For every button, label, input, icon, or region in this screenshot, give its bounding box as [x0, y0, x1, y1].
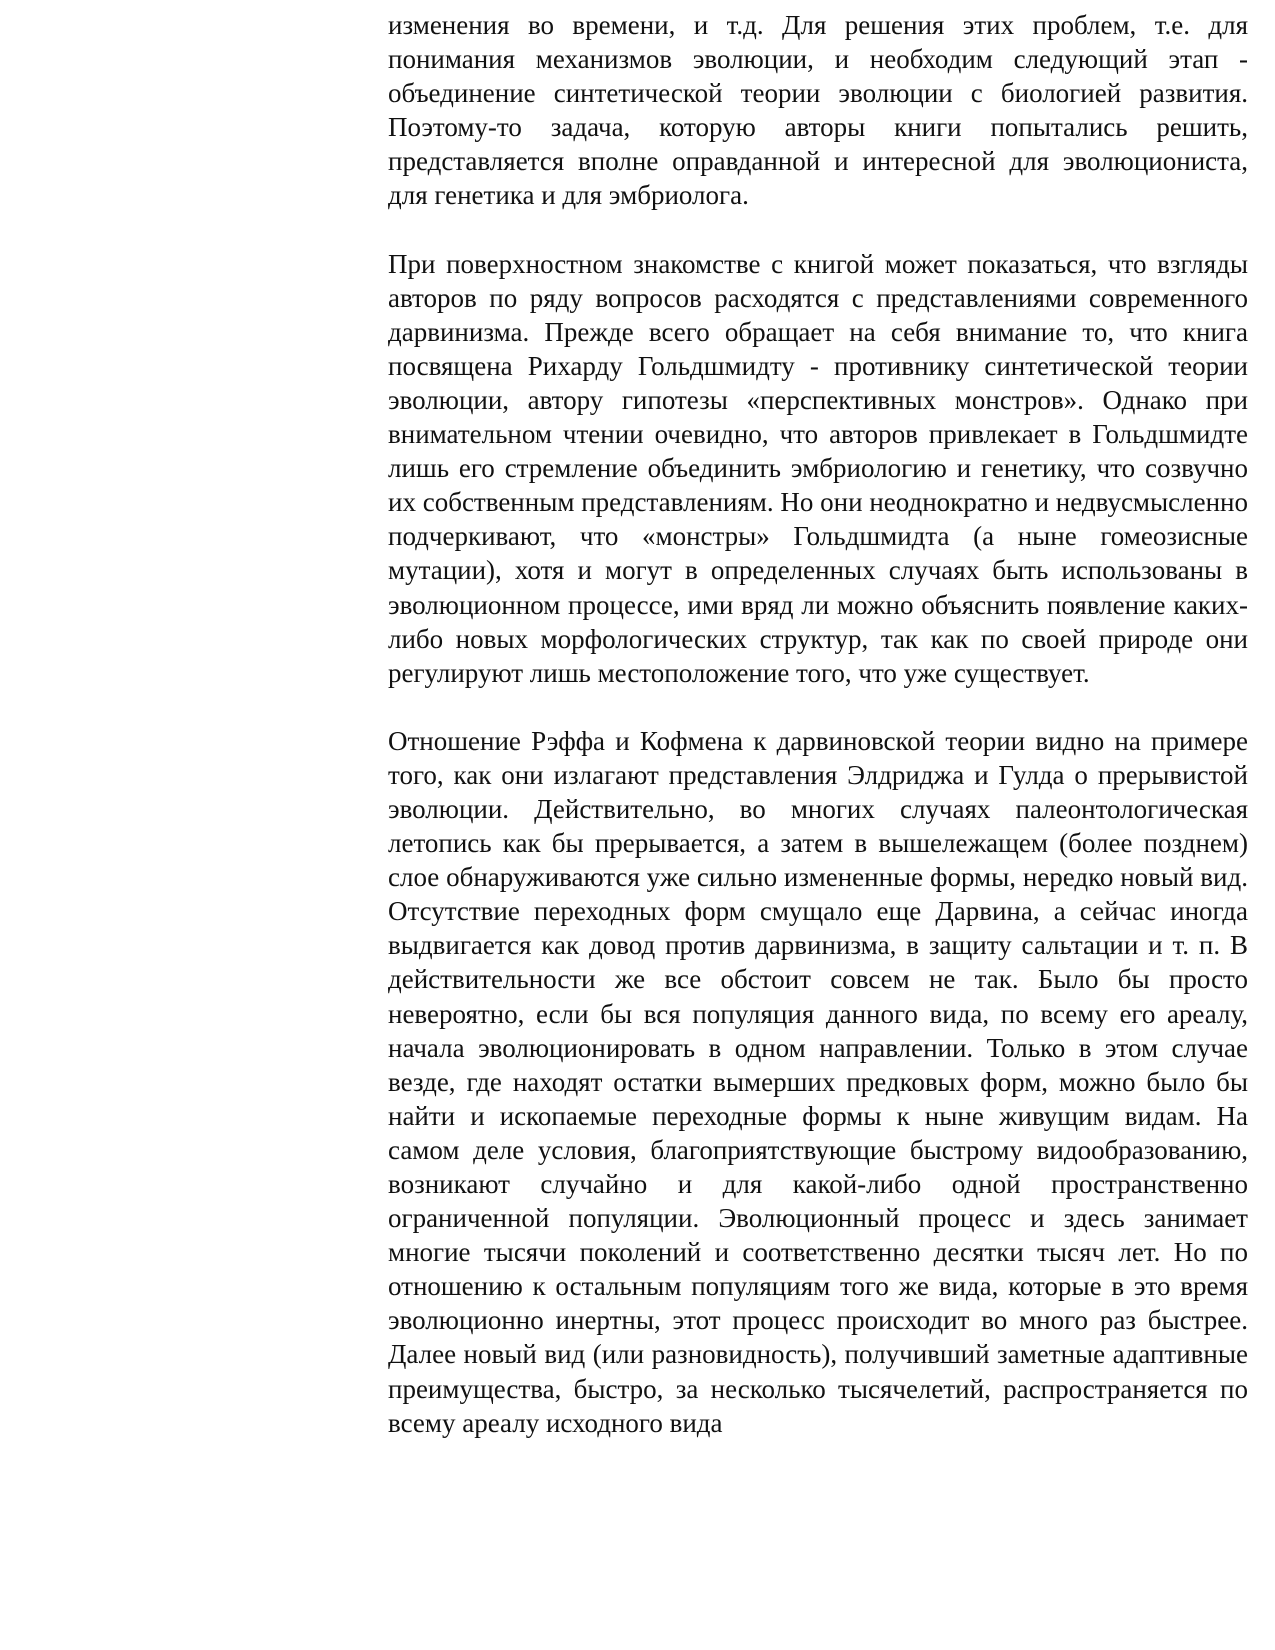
paragraph-1: изменения во времени, и т.д. Для решения этих проблем, т.е. для понимания механизмов эволюции, и необходим следующий этап - объединение синтетической теории эволюции с биологией развития. Поэтому-то задача, которую авторы книги попытались решить, представляется вполне оправданной и интересной для эволюциониста, для генетика и для эмбриолога. [388, 10, 1248, 211]
paragraph-2: При поверхностном знакомстве с книгой может показаться, что взгляды авторов по ряду вопросов расходятся с представлениями современного дарвинизма. Прежде всего обращает на себя внимание то, что книга посвящена Рихарду Гольдшмидту - противнику синтетической теории эволюции, автору гипотезы «перспективных монстров». Однако при внимательном чтении очевидно, что авторов привлекает в Гольдшмидте лишь его стремление объединить эмбриологию и генетику, что созвучно их собственным представлениям. Но они неоднократно и недвусмысленно подчеркивают, что «монстры» Гольдшмидта (а ныне гомеозисные мутации), хотя и могут в определенных случаях быть использованы в эволюционном процессе, ими вряд ли можно объяснить появление каких-либо новых морфологических структур, так как по своей природе они регулируют лишь местоположение того, что уже существует. [388, 248, 1248, 688]
text-column [388, 8, 1248, 1440]
paragraph-3: Отношение Рэффа и Кофмена к дарвиновской теории видно на примере того, как они излагают представления Элдриджа и Гулда о прерывистой эволюции. Действительно, во многих случаях палеонтологическая летопись как бы прерывается, а затем в вышележащем (более позднем) слое обнаруживаются уже сильно измененные формы, нередко новый вид. Отсутствие переходных форм смущало еще Дарвина, а сейчас иногда выдвигается как довод против дарвинизма, в защиту сальтации и т. п. В действительности же все обстоит совсем не так. Было бы просто невероятно, если бы вся популяция данного вида, по всему его ареалу, начала эволюционировать в одном направлении. Только в этом случае везде, где находят остатки вымерших предковых форм, можно было бы найти и ископаемые переходные формы к ныне живущим видам. На самом деле условия, благоприятствующие быстрому видообразованию, возникают случайно и для какой-либо одной пространственно ограниченной популяции. Эволюционный процесс и здесь занимает многие тысячи поколений и соответственно десятки тысяч лет. Но по отношению к остальным популяциям того же вида, которые в это время эволюционно инертны, этот процесс происходит во много раз быстрее. Далее новый вид (или разновидность), получивший заметные адаптивные преимущества, быстро, за несколько тысячелетий, распространяется по всему ареалу исходного вида [388, 725, 1248, 1438]
